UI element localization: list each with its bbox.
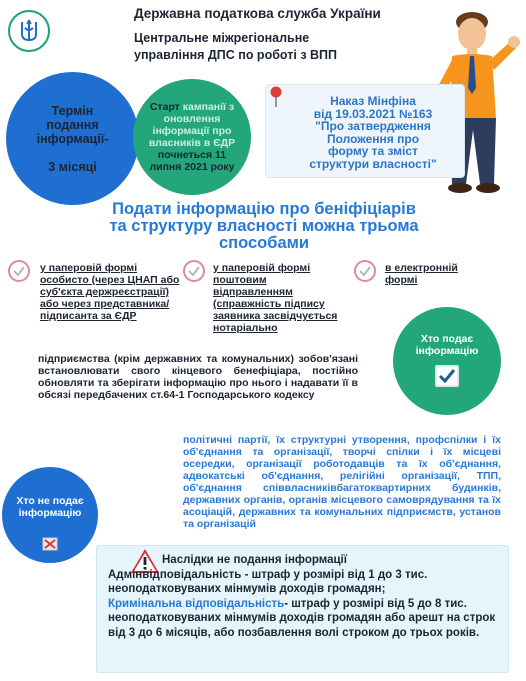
order-line-2: від 19.03.2021 №163 — [313, 106, 433, 121]
office-line-2: управління ДПС по роботі з ВПП — [134, 48, 338, 62]
order-line-3: "Про затвердження — [315, 119, 431, 133]
deadline-line-2: подання — [46, 117, 99, 132]
campaign-part-2: кампанії з оновлення інформації про власників в ЄДР — [148, 101, 236, 149]
order-line-5: форму та зміст — [328, 144, 418, 158]
office-line-1: Центральне міжрегіональне — [134, 31, 310, 45]
cross-icon — [42, 537, 58, 554]
deadline-line-1: Термін — [51, 103, 94, 118]
consequences-title: Наслідки не подання інформації — [162, 554, 347, 566]
order-line-6: структури власності" — [309, 156, 437, 171]
criminal-text: - штраф у розмірі від 5 до 8 тис. неоподатковуваних мінмумів доходів громадян або арешт на строк від 3 до 6 місяців, або позбавлення волі строком до трьох років. — [108, 597, 496, 639]
main-title — [14, 201, 514, 252]
deadline-line-3: інформації- — [36, 131, 109, 146]
option-paper-mail: у паперовій формі поштовим відправленням (справжність підпису заявника засвідчується нотаріально — [213, 262, 338, 334]
who-submits-circle — [393, 307, 501, 415]
who-not-submits-text: політичні партії, їх структурні утворення, профспілки і їх об'єднання та організації, творчі спілки і їх місцеві осередки, організації роботодавців та їх об'єднання, адвокатські об'єднання, релігійні організації, ТПП, об'єднання співвласниківбагатоквартирних будинків, державних органів, органів місцевого самоврядування та їх асоціацій, державних та комунальних підприємств, установ та організацій — [183, 434, 501, 530]
option-electronic: в електронній формі — [385, 262, 458, 286]
option-paper-personal: у паперовій формі особисто (через ЦНАП або суб'єкта держреєстрації) або через представника/підписанта за ЄДР — [40, 262, 180, 322]
order-card — [265, 84, 465, 178]
tryzub-emblem-icon — [6, 6, 52, 56]
criminal-label: Кримінальна відповідальність — [108, 597, 285, 610]
who-not-submits-circle — [2, 467, 98, 563]
main-title-line-1: Подати інформацію про беніфіціарів — [112, 200, 416, 218]
campaign-part-1: Старт — [149, 101, 180, 113]
consequences-text — [108, 553, 503, 640]
deadline-value: 3 місяці — [48, 159, 97, 174]
checkbox-icon — [435, 365, 459, 387]
order-line-1: Наказ Мінфіна — [330, 94, 416, 108]
check-icon — [8, 260, 30, 282]
main-title-line-3: способами — [219, 234, 309, 252]
main-title-line-2: та структуру власності можна трьома — [109, 217, 419, 235]
agency-name: Державна податкова служба України — [134, 6, 381, 21]
admin-text: - штраф у розмірі від 1 до 3 тис. неоподатковуваних мінмумів доходів громадян; — [108, 568, 428, 595]
deadline-circle — [6, 72, 139, 205]
who-not-submits-label: Хто не подає інформацію — [16, 495, 84, 519]
office-name — [134, 30, 337, 64]
check-icon — [183, 260, 205, 282]
order-line-4: Положення про — [326, 131, 420, 146]
campaign-part-3: почнеться 11 липня 2021 року — [149, 149, 235, 173]
campaign-circle — [133, 79, 251, 195]
who-submits-label: Хто подає інформацію — [415, 333, 479, 357]
pin-icon — [268, 86, 284, 113]
admin-label: Адмінвідповідальність — [108, 568, 242, 581]
who-submits-text: підприємства (крім державних та комунальних) зобов'язані встановлювати свого кінцевого бенефіціара, постійно обновляти та зберігати інформацію про нього і надавати її в обсязі передбачених ст.64-1 Господарського кодексу — [38, 353, 358, 401]
check-icon — [354, 260, 376, 282]
